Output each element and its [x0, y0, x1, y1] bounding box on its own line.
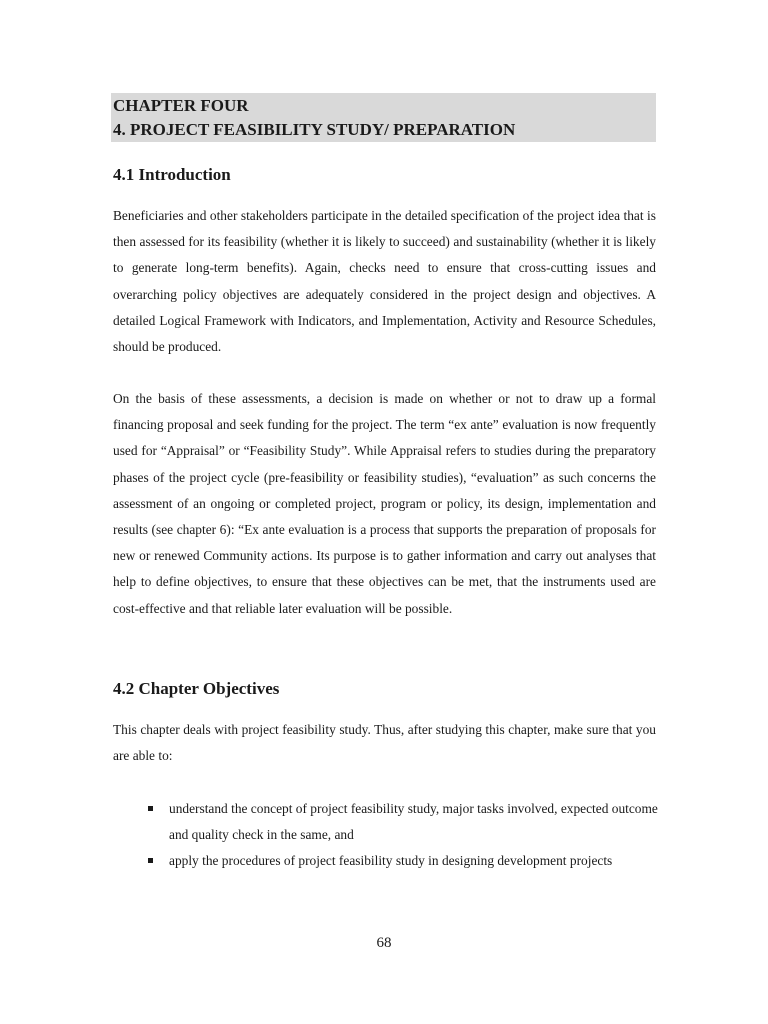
objectives-list	[148, 796, 658, 875]
section-heading-introduction: 4.1 Introduction	[113, 165, 231, 184]
chapter-title-box	[111, 93, 656, 142]
square-bullet-icon	[148, 806, 153, 811]
chapter-title: 4. PROJECT FEASIBILITY STUDY/ PREPARATION	[113, 120, 516, 139]
section-heading-objectives: 4.2 Chapter Objectives	[113, 679, 280, 698]
list-item	[148, 796, 658, 848]
list-item-text: apply the procedures of project feasibility study in designing development projects	[169, 853, 613, 869]
intro-paragraph-1: Beneficiaries and other stakeholders participate in the detailed specification of the project idea that is then assessed for its feasibility (whether it is likely to succeed) and sustainability (whether it is likely to generate long-term benefits). Again, checks need to ensure that cross-cutting issues and overarching policy objectives are adequately considered in the project design and objectives. A detailed Logical Framework with Indicators, and Implementation, Activity and Resource Schedules, should be produced.	[113, 208, 656, 355]
list-item	[148, 848, 658, 874]
intro-paragraph-2: On the basis of these assessments, a decision is made on whether or not to draw up a formal financing proposal and seek funding for the project. The term “ex ante” evaluation is now frequently used for “Appraisal” or “Feasibility Study”. While Appraisal refers to studies during the preparatory phases of the project cycle (pre-feasibility or feasibility studies), “evaluation” as such concerns the assessment of an ongoing or completed project, program or policy, its design, implementation and results (see chapter 6): “Ex ante evaluation is a process that supports the preparation of proposals for new or renewed Community actions. Its purpose is to gather information and carry out analyses that help to define objectives, to ensure that these objectives can be met, that the instruments used are cost-effective and that reliable later evaluation will be possible.	[113, 391, 656, 616]
list-item-text: understand the concept of project feasibility study, major tasks involved, expected outcome and quality check in the same, and	[169, 801, 658, 843]
chapter-label: CHAPTER FOUR	[113, 96, 249, 115]
page-number: 68	[376, 935, 392, 951]
objectives-paragraph: This chapter deals with project feasibility study. Thus, after studying this chapter, make sure that you are able to:	[113, 722, 656, 764]
square-bullet-icon	[148, 858, 153, 863]
